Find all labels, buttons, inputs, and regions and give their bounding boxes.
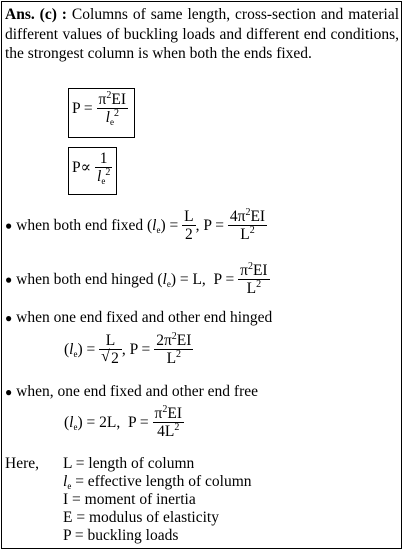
bullet-both-fixed-text: when both end fixed [16,217,144,234]
bullet-both-hinged-text: when both end hinged [16,271,154,288]
bullet-both-hinged: ● when both end hinged $(l_e) = L$, P = $\frac{\pi^2EI}{L^2}$ [5,261,268,297]
bullet-icon: ● [5,218,13,233]
bullet-fixed-free [5,383,258,401]
formula-euler-fraction [97,91,128,127]
formula-proportional-denominator: $l_e^2$ [97,167,111,186]
bullet-icon: ● [5,272,13,287]
definition-E: E = modulus of elasticity [63,509,219,526]
equation-fixed-free: $(l_e) = 2L$, P = $\frac{\pi^2EI}{4L^2}$ [64,404,182,440]
formula-proportional-fraction [95,150,112,186]
formula-proportional [72,150,112,186]
bullet-both-fixed: ● when both end fixed $(l_e)$ = $\frac{L}{2}$ , P = $\frac{4\pi^2EI}{L^2}$ [5,207,266,243]
formula-euler [72,91,128,127]
definition-P: P = buckling loads [63,527,179,544]
here-label: Here, [5,455,39,472]
bullet-fixed-hinged [5,309,272,327]
bullet-fixed-hinged-text: when one end fixed and other end hinged [16,309,273,326]
definition-I: I = moment of inertia [63,491,196,508]
answer-label: Ans. (c) : [5,6,67,23]
intro-text: Columns of same length, cross-section and material different values of buckling loads and different end conditions, the strongest column is when both the ends fixed. [5,6,400,63]
formula-proportional-numerator: 1 [95,150,112,168]
answer-intro [5,5,399,64]
bullet-fixed-free-text: when, one end fixed and other end free [16,383,258,400]
formula-euler-numerator: $\pi^2EI$ [98,90,127,108]
formula-euler-lhs: P = [72,100,93,117]
formula-proportional-lhs: P∝ [72,159,92,176]
bullet-icon: ● [5,385,13,399]
equation-fixed-hinged: $(l_e)$ = L √ 2 , P = $\frac{2\pi^2EI}{L^2}$ [64,331,192,367]
bullet-icon: ● [5,311,13,325]
definition-le: $l_e$ = effective length of column [63,473,252,491]
formula-euler-denominator: $l_e^2$ [105,108,119,127]
definition-L: L = length of column [63,455,195,472]
